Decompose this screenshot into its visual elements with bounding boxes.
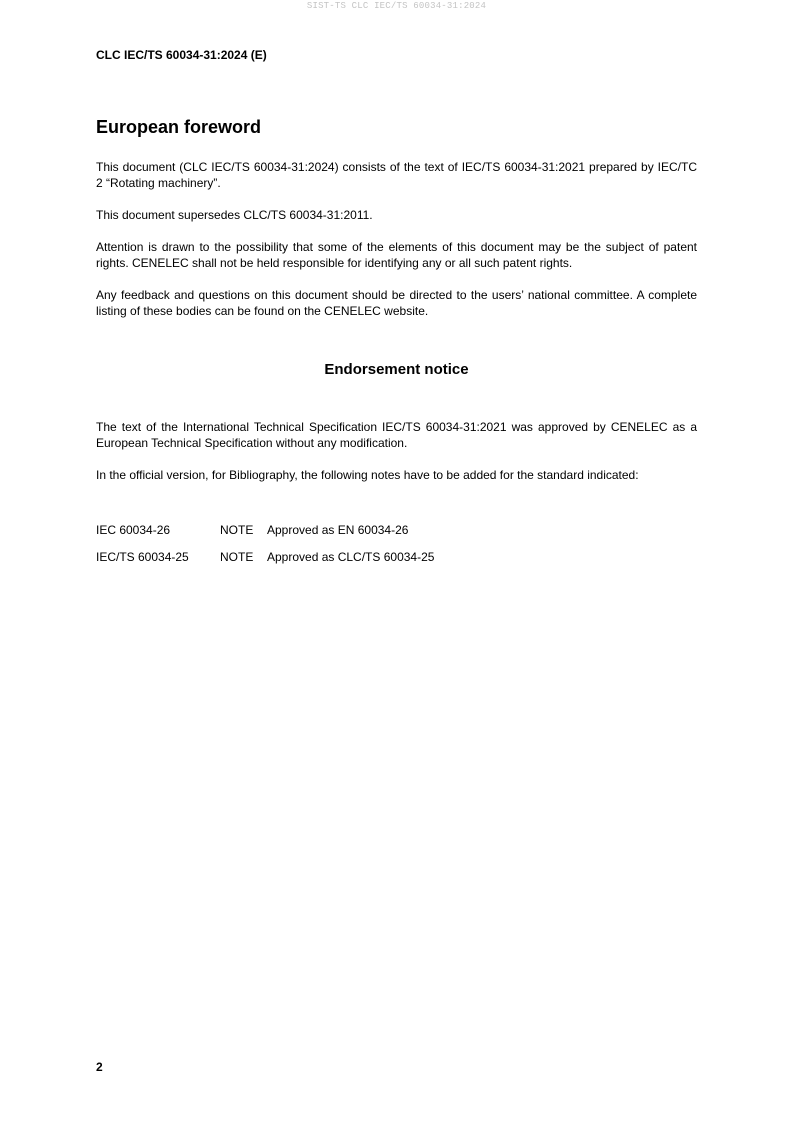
note-standard: IEC 60034-26 bbox=[96, 523, 171, 537]
foreword-paragraph: Attention is drawn to the possibility that some of the elements of this document may be the subject of patent rights. CENELEC shall not be held responsible for identifying any or all such patent rights. bbox=[96, 240, 697, 270]
endorsement-title: Endorsement notice bbox=[324, 361, 469, 378]
foreword-paragraph: Any feedback and questions on this document should be directed to the users’ national committee. A complete listing of these bodies can be found on the CENELEC website. bbox=[96, 288, 697, 318]
note-label: NOTE bbox=[220, 550, 254, 564]
note-standard: IEC/TS 60034-25 bbox=[96, 550, 189, 564]
foreword-paragraph: This document (CLC IEC/TS 60034-31:2024) consists of the text of IEC/TS 60034-31:2021 prepared by IEC/TC 2 “Rotating machinery”. bbox=[96, 160, 697, 190]
page-number: 2 bbox=[96, 1060, 103, 1074]
endorsement-paragraph: The text of the International Technical Specification IEC/TS 60034-31:2021 was approved by CENELEC as a European Technical Specification without any modification. bbox=[96, 420, 697, 450]
note-text: Approved as CLC/TS 60034-25 bbox=[267, 550, 435, 564]
running-header: CLC IEC/TS 60034-31:2024 (E) bbox=[96, 48, 267, 62]
foreword-title: European foreword bbox=[96, 117, 262, 137]
foreword-paragraph: This document supersedes CLC/TS 60034-31:2011. bbox=[96, 208, 373, 222]
endorsement-paragraph: In the official version, for Bibliography, the following notes have to be added for the standard indicated: bbox=[96, 468, 639, 482]
note-text: Approved as EN 60034-26 bbox=[267, 523, 409, 537]
watermark: SIST-TS CLC IEC/TS 60034-31:2024 bbox=[306, 1, 487, 11]
note-label: NOTE bbox=[220, 523, 254, 537]
